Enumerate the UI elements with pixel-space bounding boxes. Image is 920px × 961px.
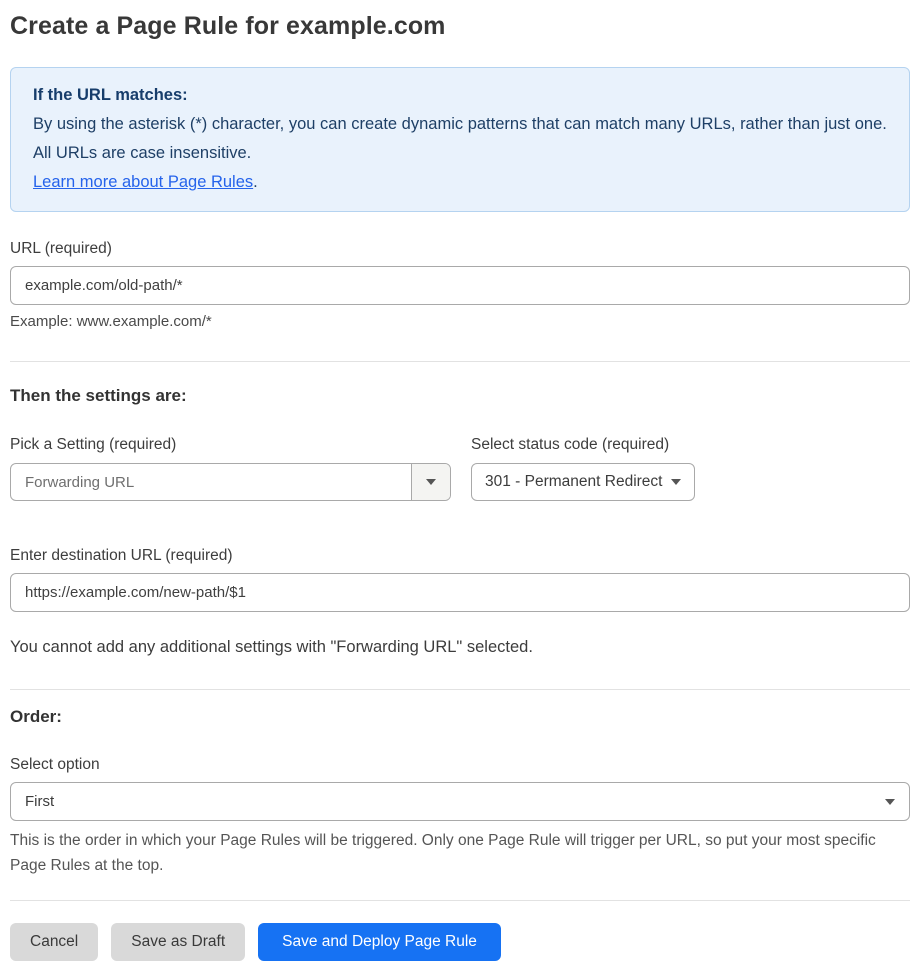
select-option-label: Select option xyxy=(10,756,100,773)
setting-select[interactable] xyxy=(10,463,451,501)
page-title: Create a Page Rule for example.com xyxy=(10,12,446,40)
pick-setting-label: Pick a Setting (required) xyxy=(10,436,177,453)
chevron-down-icon xyxy=(426,479,436,485)
info-box-body: By using the asterisk (*) character, you can create dynamic patterns that can match many URLs, rather than just one. All URLs are case insensitive. xyxy=(33,115,887,162)
save-and-deploy-button[interactable]: Save and Deploy Page Rule xyxy=(258,923,501,961)
destination-url-label: Enter destination URL (required) xyxy=(10,547,233,564)
settings-heading: Then the settings are: xyxy=(10,386,187,405)
order-heading: Order: xyxy=(10,707,62,726)
url-match-info-box xyxy=(10,67,910,212)
url-helper-text: Example: www.example.com/* xyxy=(10,313,212,330)
status-code-label: Select status code (required) xyxy=(471,436,670,453)
cancel-button[interactable]: Cancel xyxy=(10,923,98,961)
order-select-value: First xyxy=(25,793,55,810)
chevron-down-icon xyxy=(671,479,681,485)
status-code-select[interactable] xyxy=(471,463,695,501)
learn-more-link[interactable]: Learn more about Page Rules xyxy=(33,173,254,191)
order-helper-text: This is the order in which your Page Rules will be triggered. Only one Page Rule will trigger per URL, so put your most specific Page Rules at the top. xyxy=(10,832,876,874)
save-as-draft-button[interactable]: Save as Draft xyxy=(111,923,245,961)
url-input[interactable] xyxy=(10,266,910,305)
setting-column xyxy=(10,436,451,501)
info-box-heading: If the URL matches: xyxy=(33,86,188,104)
setting-select-value: Forwarding URL xyxy=(25,473,135,491)
divider-3 xyxy=(10,900,910,901)
url-label: URL (required) xyxy=(10,240,112,257)
status-column xyxy=(471,436,695,501)
forwarding-note: You cannot add any additional settings with "Forwarding URL" selected. xyxy=(10,638,533,656)
chevron-down-icon xyxy=(885,799,895,805)
divider-2 xyxy=(10,689,910,690)
divider-1 xyxy=(10,361,910,362)
destination-url-input[interactable] xyxy=(10,573,910,612)
info-box-link-line xyxy=(33,168,887,197)
order-select[interactable] xyxy=(10,782,910,821)
status-code-value: 301 - Permanent Redirect xyxy=(485,473,663,490)
setting-select-arrow-button[interactable] xyxy=(411,464,450,500)
link-period: . xyxy=(253,173,258,191)
